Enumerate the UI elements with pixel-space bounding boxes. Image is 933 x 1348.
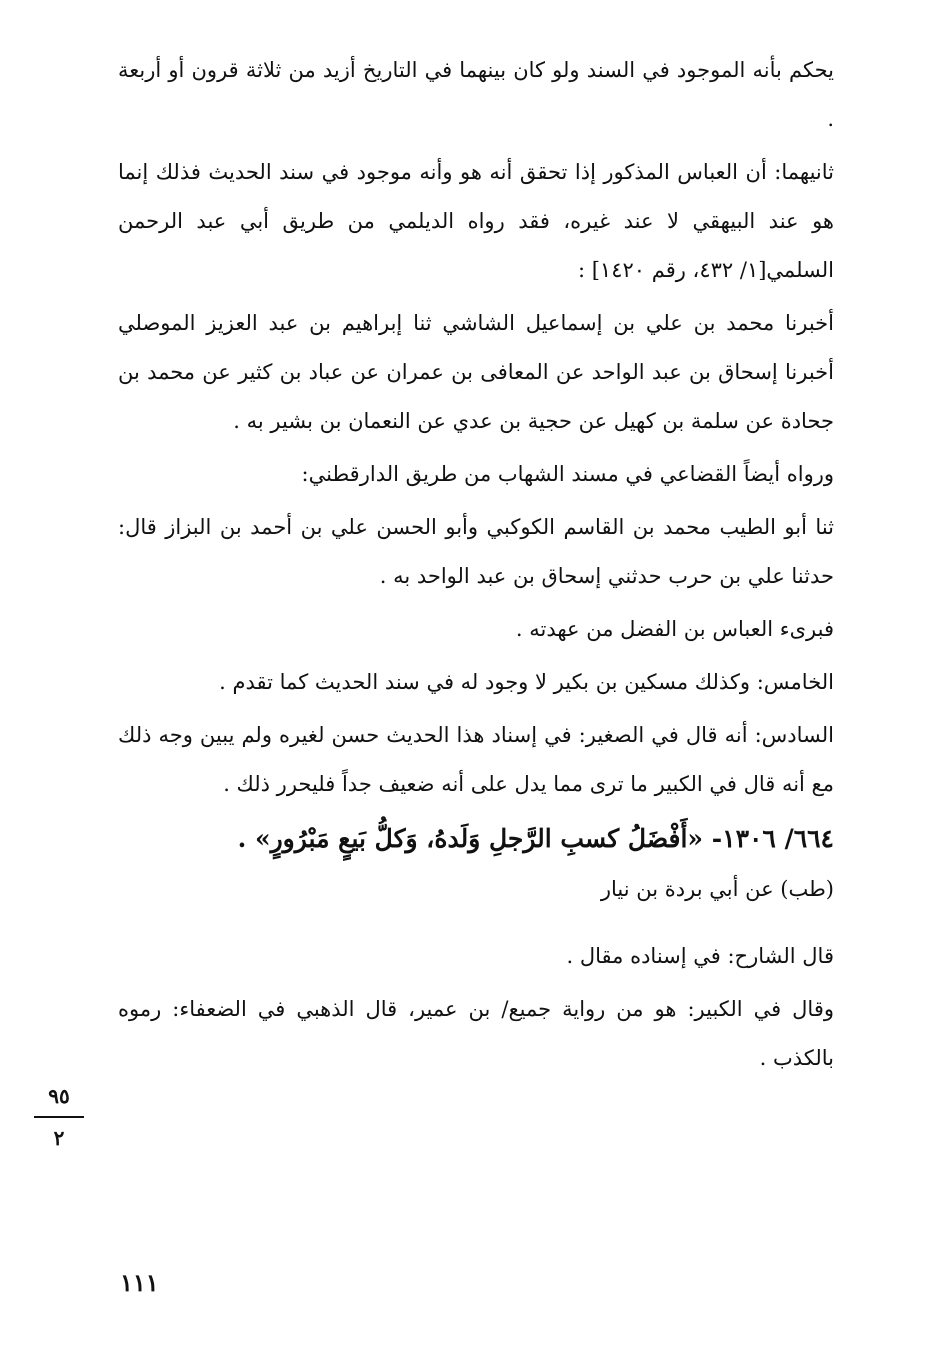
hadith-text: «أَفْضَلُ كسبِ الرَّجلِ وَلَدهُ، وَكلُّ بَيعٍ مَبْرُورٍ» . (237, 824, 704, 853)
commentary-1: قال الشارح: في إسناده مقال . (566, 944, 834, 968)
commentary-2: وقال في الكبير: هو من رواية جميع/ بن عمير، قال الذهبي في الضعفاء: رموه بالكذب . (118, 997, 834, 1070)
page-number: ١١١ (120, 1268, 159, 1297)
margin-reference-rule (34, 1116, 84, 1118)
paragraph-6: فبرىء العباس بن الفضل من عهدته . (515, 617, 834, 641)
paragraph-4: ورواه أيضاً القضاعي في مسند الشهاب من طريق الدارقطني: (301, 462, 834, 486)
text-column (118, 46, 834, 1087)
paragraph-3: أخبرنا محمد بن علي بن إسماعيل الشاشي ثنا إبراهيم بن عبد العزيز الموصلي أخبرنا إسحاق بن عبد الواحد عن المعافى بن عمران عن عباد بن كثير عن محمد بن جحادة عن سلمة بن كهيل عن حجية بن عدي عن النعمان بن بشير به . (118, 311, 834, 433)
hadith-source: (طب) عن أبي بردة بن نيار (600, 877, 834, 901)
paragraph-8: السادس: أنه قال في الصغير: في إسناد هذا الحديث حسن لغيره ولم يبين وجه ذلك مع أنه قال في الكبير ما ترى مما يدل على أنه ضعيف جداً فليحرر ذلك . (118, 723, 834, 796)
paragraph-7: الخامس: وكذلك مسكين بن بكير لا وجود له في سند الحديث كما تقدم . (219, 670, 834, 694)
paragraph-1: يحكم بأنه الموجود في السند ولو كان بينهما في التاريخ أزيد من ثلاثة قرون أو أربعة . (118, 58, 834, 131)
margin-reference-bottom: ٢ (53, 1126, 65, 1150)
margin-reference (34, 1082, 84, 1152)
paragraph-2: ثانيهما: أن العباس المذكور إذا تحقق أنه هو وأنه موجود في سند الحديث فذلك إنما هو عند البيهقي لا عند غيره، فقد رواه الديلمي من طريق أبي عبد الرحمن السلمي[١/ ٤٣٢، رقم ١٤٢٠] : (118, 160, 834, 282)
paragraph-5: ثنا أبو الطيب محمد بن القاسم الكوكبي وأبو الحسن علي بن أحمد بن البزاز قال: حدثنا علي بن حرب حدثني إسحاق بن عبد الواحد به . (118, 515, 834, 588)
hadith-number: ٦٦٤/ ١٣٠٦- (711, 824, 834, 853)
margin-reference-top: ٩٥ (48, 1084, 70, 1108)
hadith-heading (118, 813, 834, 865)
